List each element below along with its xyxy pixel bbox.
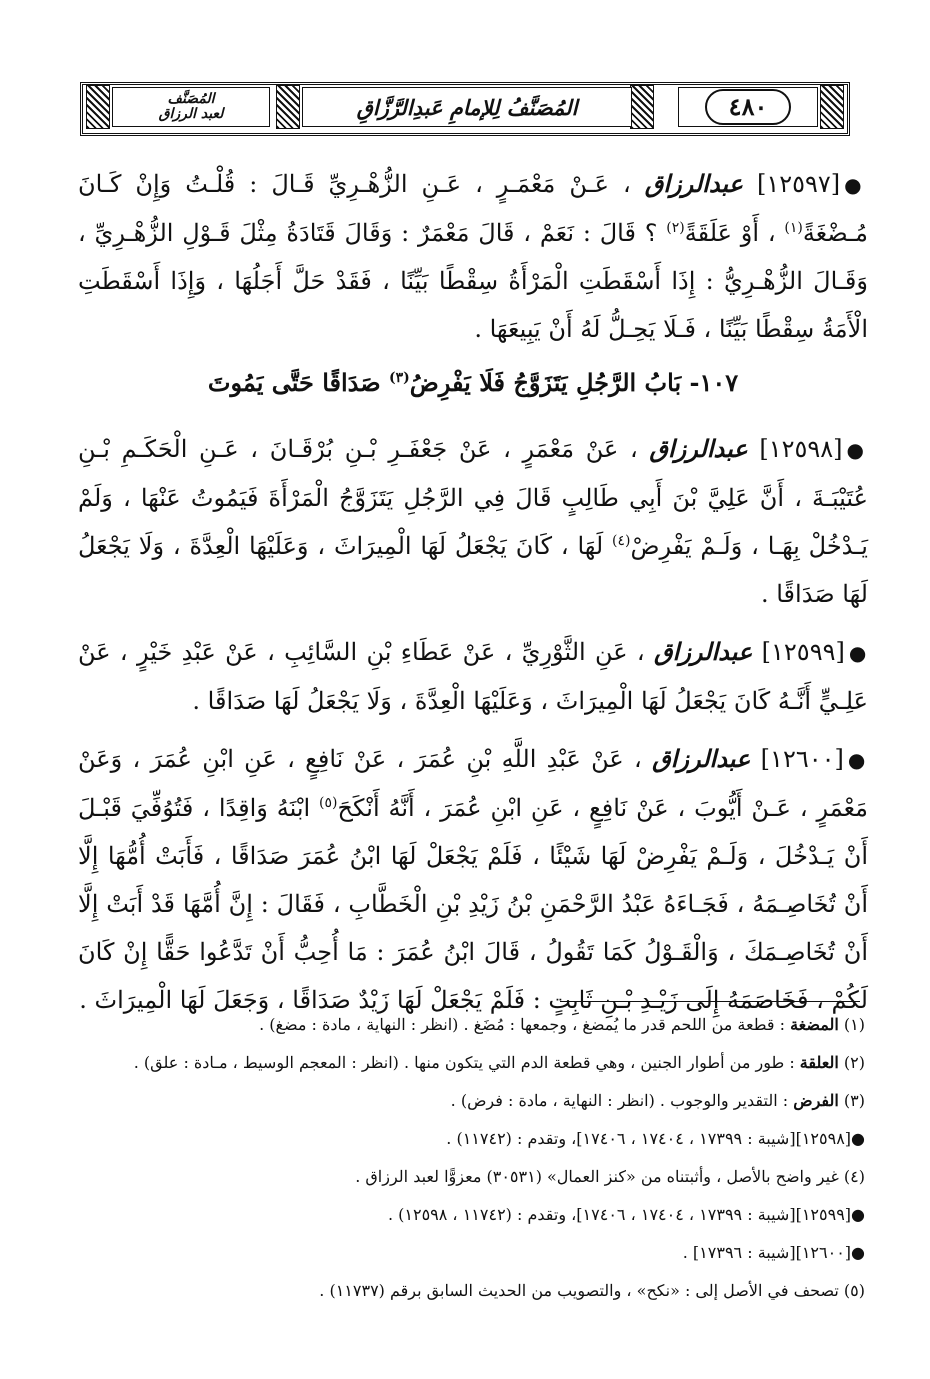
hadith-text: ، عَنْ عَبْدِ اللَّهِ بْنِ عُمَرَ ، عَنْ نَافِعٍ ، عَنِ ابْنِ عُمَرَ ، وَعَنْ مَعْمَرٍ ، عَـنْ أَيُّوبَ ، عَنْ نَافِعٍ ، عَنِ ابْنِ عُمَرَ ، أَنَّهُ أَنْكَحَ <box>78 745 869 822</box>
chapter-number: ١٠٧- <box>689 368 739 397</box>
hadith-number: [١٢٥٩٩] <box>761 638 845 666</box>
header-ornament-icon <box>630 85 654 129</box>
footnotes <box>60 1010 865 1314</box>
chapter-title: صَدَاقًا حَتَّى يَمُوتَ <box>207 368 381 397</box>
bullet-icon: ● <box>851 1243 865 1262</box>
footnote-ref[interactable]: (٢) <box>666 220 685 236</box>
takhrij-12598: ●[١٢٥٩٨][شيبة : ١٧٣٩٩ ، ١٧٤٠٤ ، ١٧٤٠٦]، وتقدم : (١١٧٤٢) . <box>446 1129 865 1148</box>
page-number: ٤٨٠ <box>705 89 792 125</box>
page-header <box>80 82 850 136</box>
hadith-text: ، عَنِ الثَّوْرِيِّ ، عَنْ عَطَاءِ بْنِ السَّائِبِ ، عَنْ عَبْدِ خَيْرٍ ، عَنْ عَلِـيٍّ أَنَّـهُ كَانَ يَجْعَلُ لَهَا الْمِيرَاثَ ، وَعَلَيْهَا الْعِدَّةَ ، وَلَا يَجْعَلُ لَهَا صَدَاقًا . <box>78 638 868 715</box>
hadith-number: [١٢٥٩٨] <box>759 435 843 463</box>
footnote-ref[interactable]: (٥) <box>319 795 338 811</box>
footnote-ref[interactable]: (٤) <box>612 533 631 549</box>
hadith-number: [١٢٦٠٠] <box>760 745 844 773</box>
bullet-icon: ● <box>846 438 869 462</box>
header-ornament-icon <box>86 85 110 129</box>
hadith-12597 <box>78 160 868 353</box>
takhrij-12600: ●[١٢٦٠٠][شيبة : ١٧٣٩٦] . <box>682 1243 865 1262</box>
main-text <box>78 160 868 1034</box>
bullet-icon: ● <box>847 748 868 772</box>
page-number-box <box>678 87 818 127</box>
chapter-heading <box>78 363 868 403</box>
footnote-ref[interactable]: (٣) <box>389 370 410 386</box>
header-ornament-icon <box>276 85 300 129</box>
hadith-12599 <box>78 628 868 725</box>
hadith-12600 <box>78 735 868 1024</box>
footnote-1: (١) المضغة : قطعة من اللحم قدر ما يُمضغ ، وجمعها : مُضَغ . (انظر : النهاية ، مادة : مضغ) . <box>259 1015 865 1034</box>
footnote-3: (٣) الفرض : التقدير والوجوب . (انظر : النهاية ، مادة : فرض) . <box>450 1091 865 1110</box>
footnote-4: (٤) غير واضح بالأصل ، وأثبتناه من «كنز العمال» (٣٠٥٣١) معزوًّا لعبد الرزاق . <box>355 1167 865 1186</box>
hadith-number: [١٢٥٩٧] <box>756 170 841 198</box>
hadith-text: ؟ قَالَ : نَعَمْ ، قَالَ مَعْمَرٌ : وَقَالَ قَتَادَةُ مِثْلَ قَـوْلِ الزُّهْـرِيِّ ، وَقَـالَ الزُّهْـرِيُّ : إِذَا أَسْقَطَتِ الْمَرْأَةُ سِقْطًا بَيِّنًا ، فَقَدْ حَلَّ أَجَلُهَا ، وَإِذَا أَسْقَطَتِ الْأَمَةُ سِقْطًا بَيِّنًا ، فَـلَا يَحِـلُّ لَهُ أَنْ يَبِيعَهَا . <box>78 219 868 343</box>
bullet-icon: ● <box>848 641 869 665</box>
footnote-divider <box>560 1001 860 1002</box>
hadith-text: ، عَنْ مَعْمَرٍ ، عَنْ جَعْفَـرِ بْـنِ بُرْقَـانَ ، عَـنِ الْحَكَـمِ بْـنِ عُتَيْبَـةَ ، أَنَّ عَلِيَّ بْنَ أَبِي طَالِبٍ قَالَ فِي الرَّجُلِ يَتَزَوَّجُ الْمَرْأَةَ فَيَمُوتُ عَنْهَا ، وَلَمْ يَـدْخُلْ بِهَـا ، وَلَـمْ يَفْرِضْ <box>78 435 868 560</box>
bullet-icon: ● <box>851 1129 865 1148</box>
hadith-12598 <box>78 425 868 618</box>
bullet-icon: ● <box>851 1205 865 1224</box>
source-name: عبدالرزاق <box>644 169 743 198</box>
hadith-text: لَهَا ، كَانَ يَجْعَلُ لَهَا الْمِيرَاثَ ، وَعَلَيْهَا الْعِدَّةَ ، وَلَا يَجْعَلُ لَهَا صَدَاقًا . <box>78 532 868 608</box>
book-title: المُصَنَّفُ لِلإمامِ عَبدِالرَّزَّاقِ <box>302 87 632 127</box>
footnote-2: (٢) العلقة : طور من أطوار الجنين ، وهي قطعة الدم التي يتكون منها . (انظر : المعجم الوسيط ، مـادة : علق) . <box>133 1053 865 1072</box>
chapter-title: بَابُ الرَّجُلِ يَتَزَوَّجُ فَلَا يَفْرِضُ <box>409 368 682 397</box>
footnote-5: (٥) تصحف في الأصل إلى : «نكح» ، والتصويب من الحديث السابق برقم (١١٧٣٧) . <box>319 1281 865 1300</box>
bullet-icon: ● <box>844 173 868 197</box>
hadith-text: ، أَوْ عَلَقَةً <box>684 219 776 247</box>
hadith-text: ، عَـنْ مَعْمَـرٍ ، عَـنِ الزُّهْـرِيِّ قَـالَ : قُلْـتُ وَإِنْ كَـانَ مُـضْغَةً <box>78 170 868 247</box>
source-name: عبدالرزاق <box>654 637 753 666</box>
takhrij-12599: ●[١٢٥٩٩][شيبة : ١٧٣٩٩ ، ١٧٤٠٤ ، ١٧٤٠٦]، وتقدم : (١١٧٤٢ ، ١٢٥٩٨) . <box>387 1205 865 1224</box>
source-name: عبدالرزاق <box>652 744 751 773</box>
header-ornament-icon <box>820 85 844 129</box>
book-logo: المُصَنَّف لعبد الرزاق <box>112 87 270 127</box>
source-name: عبدالرزاق <box>649 434 748 463</box>
hadith-text: ابْنَهُ وَاقِدًا ، فَتُوُفِّيَ قَبْـلَ أَنْ يَـدْخُلَ ، وَلَـمْ يَفْرِضْ لَهَا شَيْئًا ، فَلَمْ يَجْعَلْ لَهَا ابْنُ عُمَرَ صَدَاقًا ، فَأَبَتْ أُمُّهَا إِلَّا أَنْ تُخَاصِـمَهُ ، فَجَـاءَهُ عَبْدُ الرَّحْمَنِ بْنُ زَيْدِ بْنِ الْخَطَّابِ ، فَقَالَ : إِنَّ أُمَّهَا قَدْ أَبَتْ إِلَّا أَنْ تُخَاصِـمَكَ ، وَالْقَـوْلُ كَمَا تَقُولُ ، قَالَ ابْنُ عُمَرَ : مَا أُحِبُّ أَنْ تَدَّعُوا حَقًّا إِنْ كَانَ لَكُمْ ، فَخَاصَمَهُ إِلَى زَيْـدِ بْـنِ ثَابِتٍ : فَلَمْ يَجْعَلْ لَهَا زَيْدٌ صَدَاقًا ، وَجَعَلَ لَهَا الْمِيرَاثَ . <box>78 794 868 1014</box>
footnote-ref[interactable]: (١) <box>784 220 803 236</box>
